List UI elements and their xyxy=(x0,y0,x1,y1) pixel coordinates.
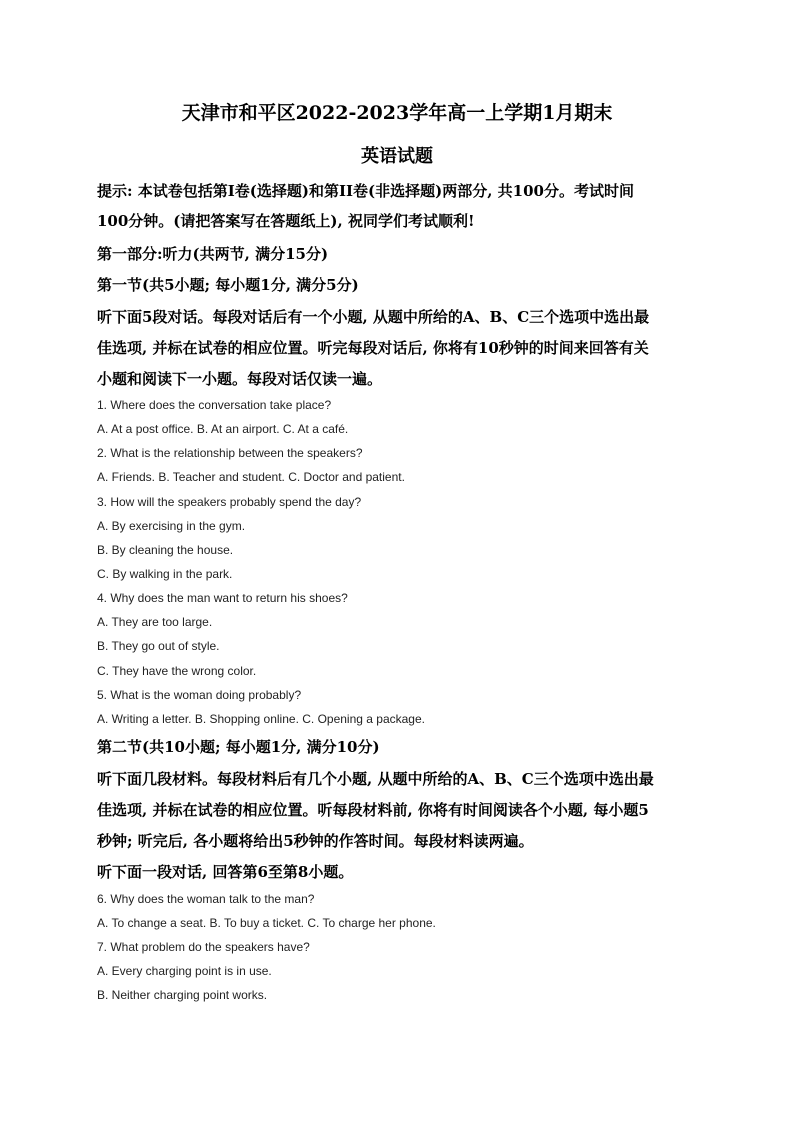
section1-instruction-line: 佳选项, 并标在试卷的相应位置。听完每段对话后, 你将有10秒钟的时间来回答有关 xyxy=(97,339,649,357)
question-1: 1. Where does the conversation take place? xyxy=(97,398,332,412)
notice-line-2: 100分钟。(请把答案写在答题纸上), 祝同学们考试顺利! xyxy=(97,212,475,230)
section2-instruction-line: 佳选项, 并标在试卷的相应位置。听每段材料前, 你将有时间阅读各个小题, 每小题5 xyxy=(97,801,649,819)
question-5-options: A. Writing a letter. B. Shopping online. C. Opening a package. xyxy=(97,712,425,726)
question-3-option-c: C. By walking in the park. xyxy=(97,567,233,581)
section1-instruction-line: 小题和阅读下一小题。每段对话仅读一遍。 xyxy=(97,370,383,388)
question-7: 7. What problem do the speakers have? xyxy=(97,940,310,954)
section2-instruction-line: 听下面几段材料。每段材料后有几个小题, 从题中所给的A、B、C三个选项中选出最 xyxy=(97,770,654,788)
question-7-option-a: A. Every charging point is in use. xyxy=(97,964,272,978)
question-2-options: A. Friends. B. Teacher and student. C. Doctor and patient. xyxy=(97,470,405,484)
question-4-option-a: A. They are too large. xyxy=(97,615,213,629)
part1-heading: 第一部分:听力(共两节, 满分15分) xyxy=(97,245,329,263)
question-4: 4. Why does the man want to return his shoes? xyxy=(97,591,348,605)
question-6: 6. Why does the woman talk to the man? xyxy=(97,892,315,906)
section1-instruction-line: 听下面5段对话。每段对话后有一个小题, 从题中所给的A、B、C三个选项中选出最 xyxy=(97,308,650,326)
section2-instruction-line: 秒钟; 听完后, 各小题将给出5秒钟的作答时间。每段材料读两遍。 xyxy=(97,832,534,850)
exam-title: 天津市和平区2022-2023学年高一上学期1月期末 xyxy=(181,102,613,124)
question-5: 5. What is the woman doing probably? xyxy=(97,688,302,702)
question-3-option-a: A. By exercising in the gym. xyxy=(97,519,246,533)
question-7-option-b: B. Neither charging point works. xyxy=(97,988,268,1002)
dialogue-heading: 听下面一段对话, 回答第6至第8小题。 xyxy=(97,863,354,881)
question-6-options: A. To change a seat. B. To buy a ticket. C. To charge her phone. xyxy=(97,916,436,930)
question-2: 2. What is the relationship between the speakers? xyxy=(97,446,363,460)
question-3: 3. How will the speakers probably spend the day? xyxy=(97,495,362,509)
question-1-options: A. At a post office. B. At an airport. C. At a café. xyxy=(97,422,349,436)
section1-heading: 第一节(共5小题; 每小题1分, 满分5分) xyxy=(97,276,359,294)
question-4-option-b: B. They go out of style. xyxy=(97,639,220,653)
exam-subtitle: 英语试题 xyxy=(361,146,433,167)
question-3-option-b: B. By cleaning the house. xyxy=(97,543,234,557)
section2-heading: 第二节(共10小题; 每小题1分, 满分10分) xyxy=(97,738,380,756)
notice-line-1: 提示: 本试卷包括第I卷(选择题)和第II卷(非选择题)两部分, 共100分。考试时间 xyxy=(97,182,634,200)
question-4-option-c: C. They have the wrong color. xyxy=(97,664,257,678)
